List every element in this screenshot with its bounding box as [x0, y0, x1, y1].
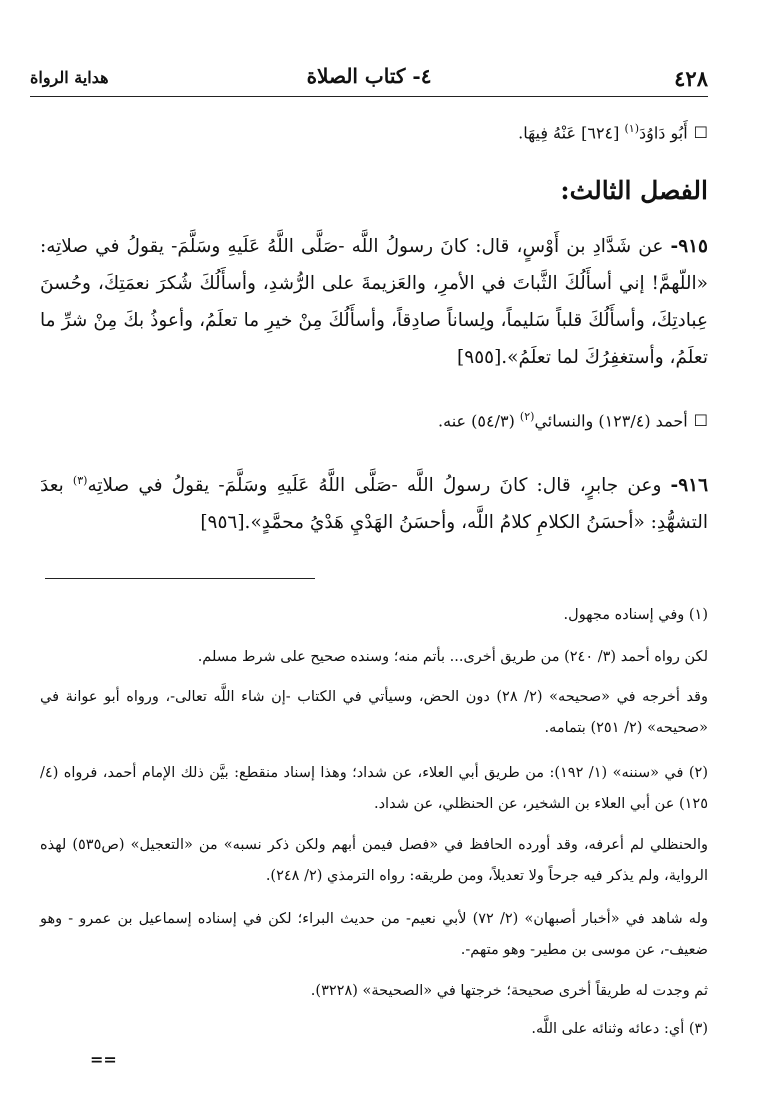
square-bullet-icon: ☐	[693, 123, 708, 143]
header-rule	[30, 96, 708, 97]
footnote-2-text: وله شاهد في «أخبار أصبهان» (٢/ ٧٢) لأبي نعيم- من حديث البراء؛ لكن في إسناده إسماعيل بن عمرو - وهو ضعيف-، عن موسى بن مطير- وهو متهم-.	[40, 911, 708, 958]
source-abu-dawud: ☐أَبُو دَاوُدَ$^{(١)}$ [٦٢٤] عَنْهُ فِيهَا.	[518, 122, 708, 143]
page-number: ٤٢٨	[674, 66, 708, 91]
page-header	[30, 62, 708, 102]
hadith-916: ٩١٦- وعن جابرٍ، قال: كانَ رسولُ اللَّه -صَلَّى اللَّهُ عَلَيهِ وسَلَّمَ- يقولُ في صلاتِه$^{(٣)}$ بعدَ التشهُّدِ: «أحسَنُ الكلامِ كلامُ اللَّه، وأحسَنُ الهَدْيِ هَدْيُ محمَّدٍ».[٩٥٦]	[40, 474, 709, 534]
footnote-3: (٣) أي: دعائه وثنائه على اللَّه.	[531, 1021, 708, 1037]
book-title: هداية الرواة	[30, 68, 109, 87]
square-bullet-icon: ☐	[693, 411, 708, 431]
hadith-915	[40, 228, 708, 376]
footnote-2-text: ثم وجدت له طريقاً أخرى صحيحة؛ خرجتها في «الصحيحة» (٣٢٢٨).	[310, 983, 708, 999]
footnote-separator	[45, 578, 315, 579]
footnote-marker-2: (٢)	[519, 410, 535, 423]
footnote-2-text: والحنظلي لم أعرفه، وقد أورده الحافظ في «فصل فيمن أبهم ولكن ذكر نسبه» من «التعجيل» (ص٥٣٥) لهذه الرواية، ولم يذكر فيه جرحاً ولا تعديلاً، ومن طريقه: رواه الترمذي (٢/ ٢٤٨).	[40, 837, 709, 884]
section-title: الفصل الثالث:	[560, 176, 708, 205]
footnote-marker-1: (١)	[624, 122, 639, 135]
chapter-title: ٤- كتاب الصلاة	[306, 64, 432, 88]
footnote-marker-3: (٣)	[72, 474, 88, 487]
hadith-text: عن شَدَّادِ بن أَوْسٍ، قال: كانَ رسولُ اللَّه -صَلَّى اللَّهُ عَلَيهِ وسَلَّمَ- يقولُ في صلاتِه: «اللّهمَّ! إني أسأَلُكَ الثَّباتَ في الأمرِ، والعَزيمةَ على الرُّشدِ، وأسأَلُكَ شُكرَ نعمَتِكَ، وحُسنَ عِبادتِكَ، وأسأَلُكَ قلباً سَليماً، ولِساناً صادِقاً، وأسأَلُكَ مِنْ خيرِ ما تعلَمُ، وأعوذُ بكَ مِنْ شرِّ ما تعلَمُ، وأستغفِرُكَ لما تعلَمُ».[٩٥٥]	[40, 236, 708, 368]
footnote-1-text: لكن رواه أحمد (٣/ ٢٤٠) من طريق أخرى... بأتم منه؛ وسنده صحيح على شرط مسلم.	[197, 649, 708, 665]
footnote-1-text: وقد أخرجه في «صحيحه» (٢/ ٢٨) دون الحض، وسيأتي في الكتاب -إن شاء اللَّه تعالى-، ورواه أبو عوانة في «صحيحه» (٢/ ٢٥١) بتمامه.	[40, 689, 708, 736]
page-end-mark: ==	[90, 1050, 117, 1069]
hadith-number: ٩١٥-	[670, 236, 708, 257]
footnote-2: (٢) في «سننه» (١/ ١٩٢): من طريق أبي العلاء، عن شداد؛ وهذا إسناد منقطع: بيَّن ذلك الإمام أحمد، فرواه (٤/ ١٢٥) عن أبي العلاء بن الشخير، عن الحنظلي، عن شداد.	[40, 765, 709, 812]
hadith-number: ٩١٦-	[670, 475, 709, 497]
source-ahmad-nasai: ☐أحمد (١٢٣/٤) والنسائي$^{(٢)}$ (٥٤/٣) عنه.	[438, 410, 708, 431]
footnote-1: (١) وفي إسناده مجهول.	[563, 607, 708, 623]
